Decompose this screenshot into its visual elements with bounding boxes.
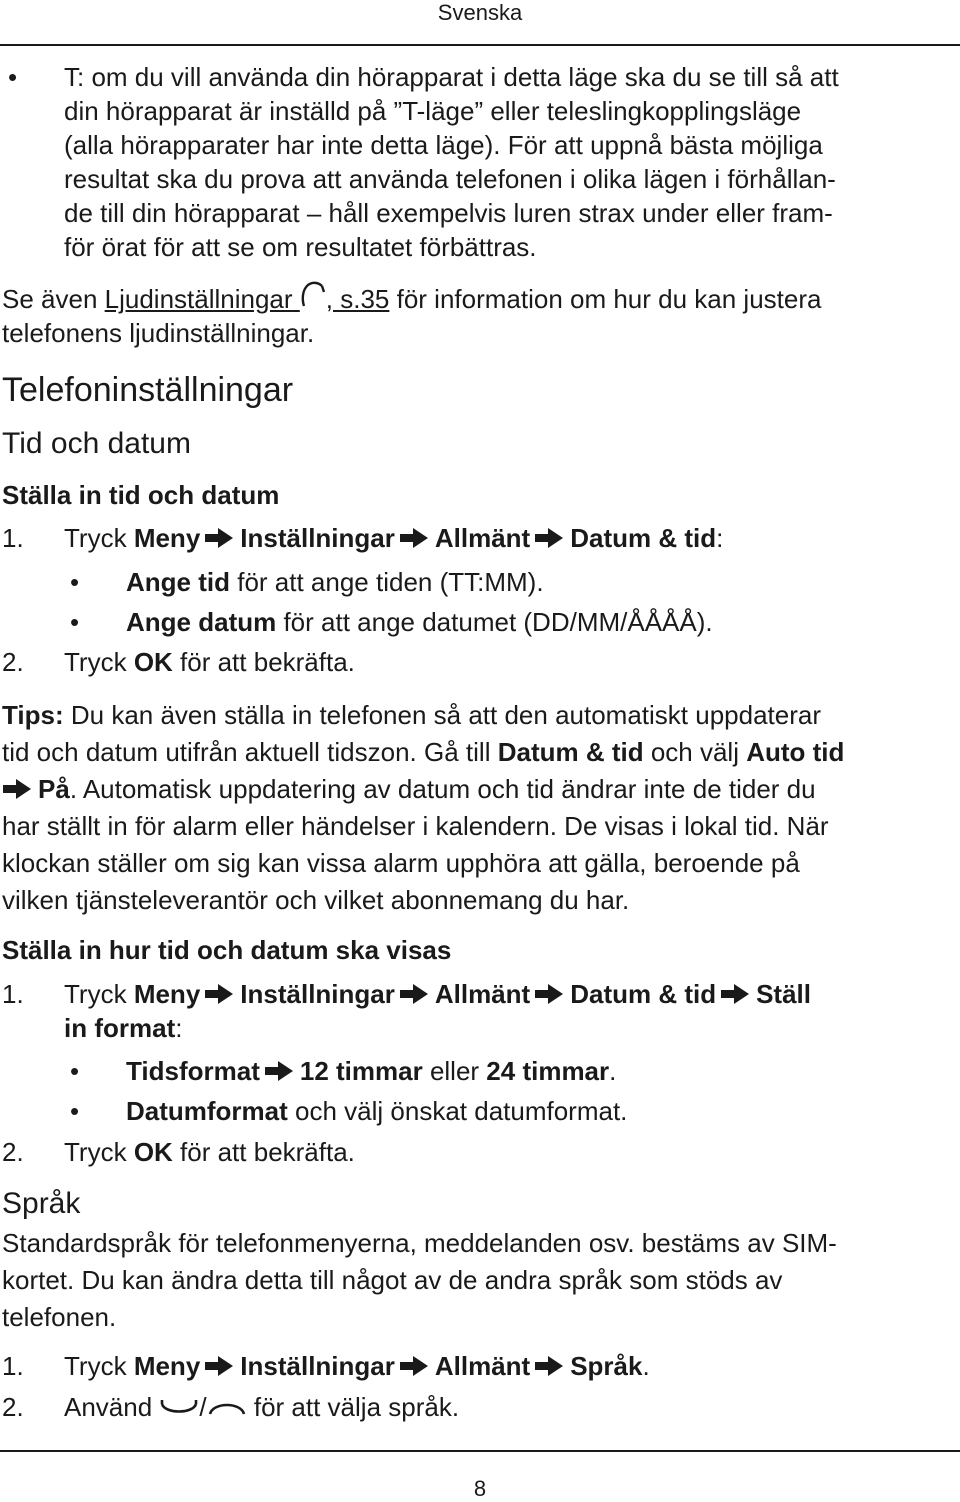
arrow-right-icon: [534, 1355, 564, 1377]
step-2-instruction: Tryck OK för att bekräfta.: [64, 647, 355, 677]
step-number: 2.: [2, 1137, 24, 1167]
menu-path-installningar: Inställningar: [240, 523, 395, 553]
sub-item-ange-datum: Ange datum för att ange datumet (DD/MM/ÅÅÅÅ).: [126, 607, 713, 637]
bullet-marker: •: [8, 62, 18, 92]
bullet-marker: •: [70, 1096, 80, 1126]
sound-settings-link[interactable]: Ljudinställningar , s.35: [105, 284, 390, 314]
ok-key-label: OK: [133, 647, 173, 677]
sprak-line-1: Standardspråk för telefonmenyerna, meddelanden osv. bestäms av SIM-: [2, 1228, 837, 1258]
sprak-line-2: kortet. Du kan ändra detta till något av de andra språk som stöds av: [2, 1265, 783, 1295]
page-title: Telefoninställningar: [2, 371, 294, 409]
page-number: 8: [473, 1476, 487, 1501]
step-number: 1.: [2, 1351, 24, 1381]
arrow-right-icon: [2, 778, 32, 800]
menu-path-datum-tid: Datum & tid: [570, 523, 717, 553]
t-bullet-line-3: (alla hörapparater har inte detta läge). För att uppnå bästa möjliga: [64, 130, 823, 160]
arrow-right-icon: [720, 983, 750, 1005]
menu-path-meny: Meny: [133, 523, 201, 553]
tips-line-1: Tips: Du kan även ställa in telefonen så att den automatiskt uppdaterar: [2, 700, 822, 730]
sprak-line-3: telefonen.: [2, 1302, 117, 1332]
header-rule: [0, 44, 960, 46]
t-bullet-line-4: resultat ska du prova att använda telefonen i olika lägen i förhållan-: [64, 164, 836, 194]
menu-path-allmant: Allmänt: [434, 523, 531, 553]
t-bullet-line-5: de till din hörapparat – håll exempelvis luren strax under eller fram-: [64, 198, 833, 228]
arrow-right-icon: [204, 983, 234, 1005]
arrow-right-icon: [399, 1355, 429, 1377]
sprak-step-2: Använd / för att välja språk.: [64, 1392, 460, 1422]
arrow-right-icon: [534, 527, 564, 549]
arrow-right-icon: [204, 527, 234, 549]
arrow-right-icon: [399, 527, 429, 549]
t-label: T: [64, 62, 77, 92]
sub-item-tidsformat: Tidsformat 12 timmar eller 24 timmar.: [126, 1056, 617, 1086]
subsection-heading-stalla-in: Ställa in tid och datum: [2, 480, 280, 510]
arrow-right-icon: [534, 983, 564, 1005]
bullet-marker: •: [70, 1056, 80, 1086]
arrow-right-icon: [399, 983, 429, 1005]
sub-item-datumformat: Datumformat och välj önskat datumformat.: [126, 1096, 628, 1126]
see-also-line-1: Se även Ljudinställningar , s.35 för information om hur du kan justera: [2, 280, 821, 316]
header-language: Svenska: [437, 0, 523, 25]
arrow-right-icon: [204, 1355, 234, 1377]
step-number: 1.: [2, 979, 24, 1009]
scroll-down-key-icon: [159, 1398, 199, 1418]
sound-settings-icon: [300, 280, 326, 310]
tips-label: Tips:: [2, 700, 64, 730]
footer-rule: [0, 1450, 960, 1452]
step-number: 2.: [2, 647, 24, 677]
arrow-right-icon: [264, 1060, 294, 1082]
format-step-1-line-1: Tryck Meny Inställningar Allmänt Datum & tid Ställ: [64, 979, 812, 1009]
t-bullet-line-2: din hörapparat är inställd på ”T-läge” eller teleslingkopplingsläge: [64, 96, 802, 126]
step-1-instruction: Tryck Meny Inställningar Allmänt Datum & tid:: [64, 523, 724, 553]
t-bullet-line-1: T: om du vill använda din hörapparat i detta läge ska du se till så att: [64, 62, 839, 92]
tips-line-3: På. Automatisk uppdatering av datum och tid ändrar inte de tider du: [2, 772, 816, 806]
subsection-heading-format: Ställa in hur tid och datum ska visas: [2, 935, 452, 965]
tips-line-5: klockan ställer om sig kan vissa alarm upphöra att gälla, beroende på: [2, 848, 800, 878]
t-bullet-line-6: för örat för att se om resultatet förbättras.: [64, 232, 537, 262]
format-step-1-line-2: in format:: [64, 1013, 183, 1043]
step-number: 1.: [2, 523, 24, 553]
bullet-marker: •: [70, 567, 80, 597]
sub-item-ange-tid: Ange tid för att ange tiden (TT:MM).: [126, 567, 544, 597]
tips-line-6: vilken tjänsteleverantör och vilket abonnemang du har.: [2, 885, 630, 915]
format-step-2: Tryck OK för att bekräfta.: [64, 1137, 355, 1167]
scroll-up-key-icon: [207, 1398, 247, 1418]
see-also-line-2: telefonens ljudinställningar.: [2, 318, 315, 348]
section-heading-tid-och-datum: Tid och datum: [2, 427, 191, 460]
section-heading-sprak: Språk: [2, 1187, 81, 1220]
step-number: 2.: [2, 1392, 24, 1422]
sprak-step-1: Tryck Meny Inställningar Allmänt Språk.: [64, 1351, 650, 1381]
tips-line-4: har ställt in för alarm eller händelser i kalendern. De visas i lokal tid. När: [2, 811, 829, 841]
tips-line-2: tid och datum utifrån aktuell tidszon. Gå till Datum & tid och välj Auto tid: [2, 737, 845, 767]
bullet-marker: •: [70, 607, 80, 637]
